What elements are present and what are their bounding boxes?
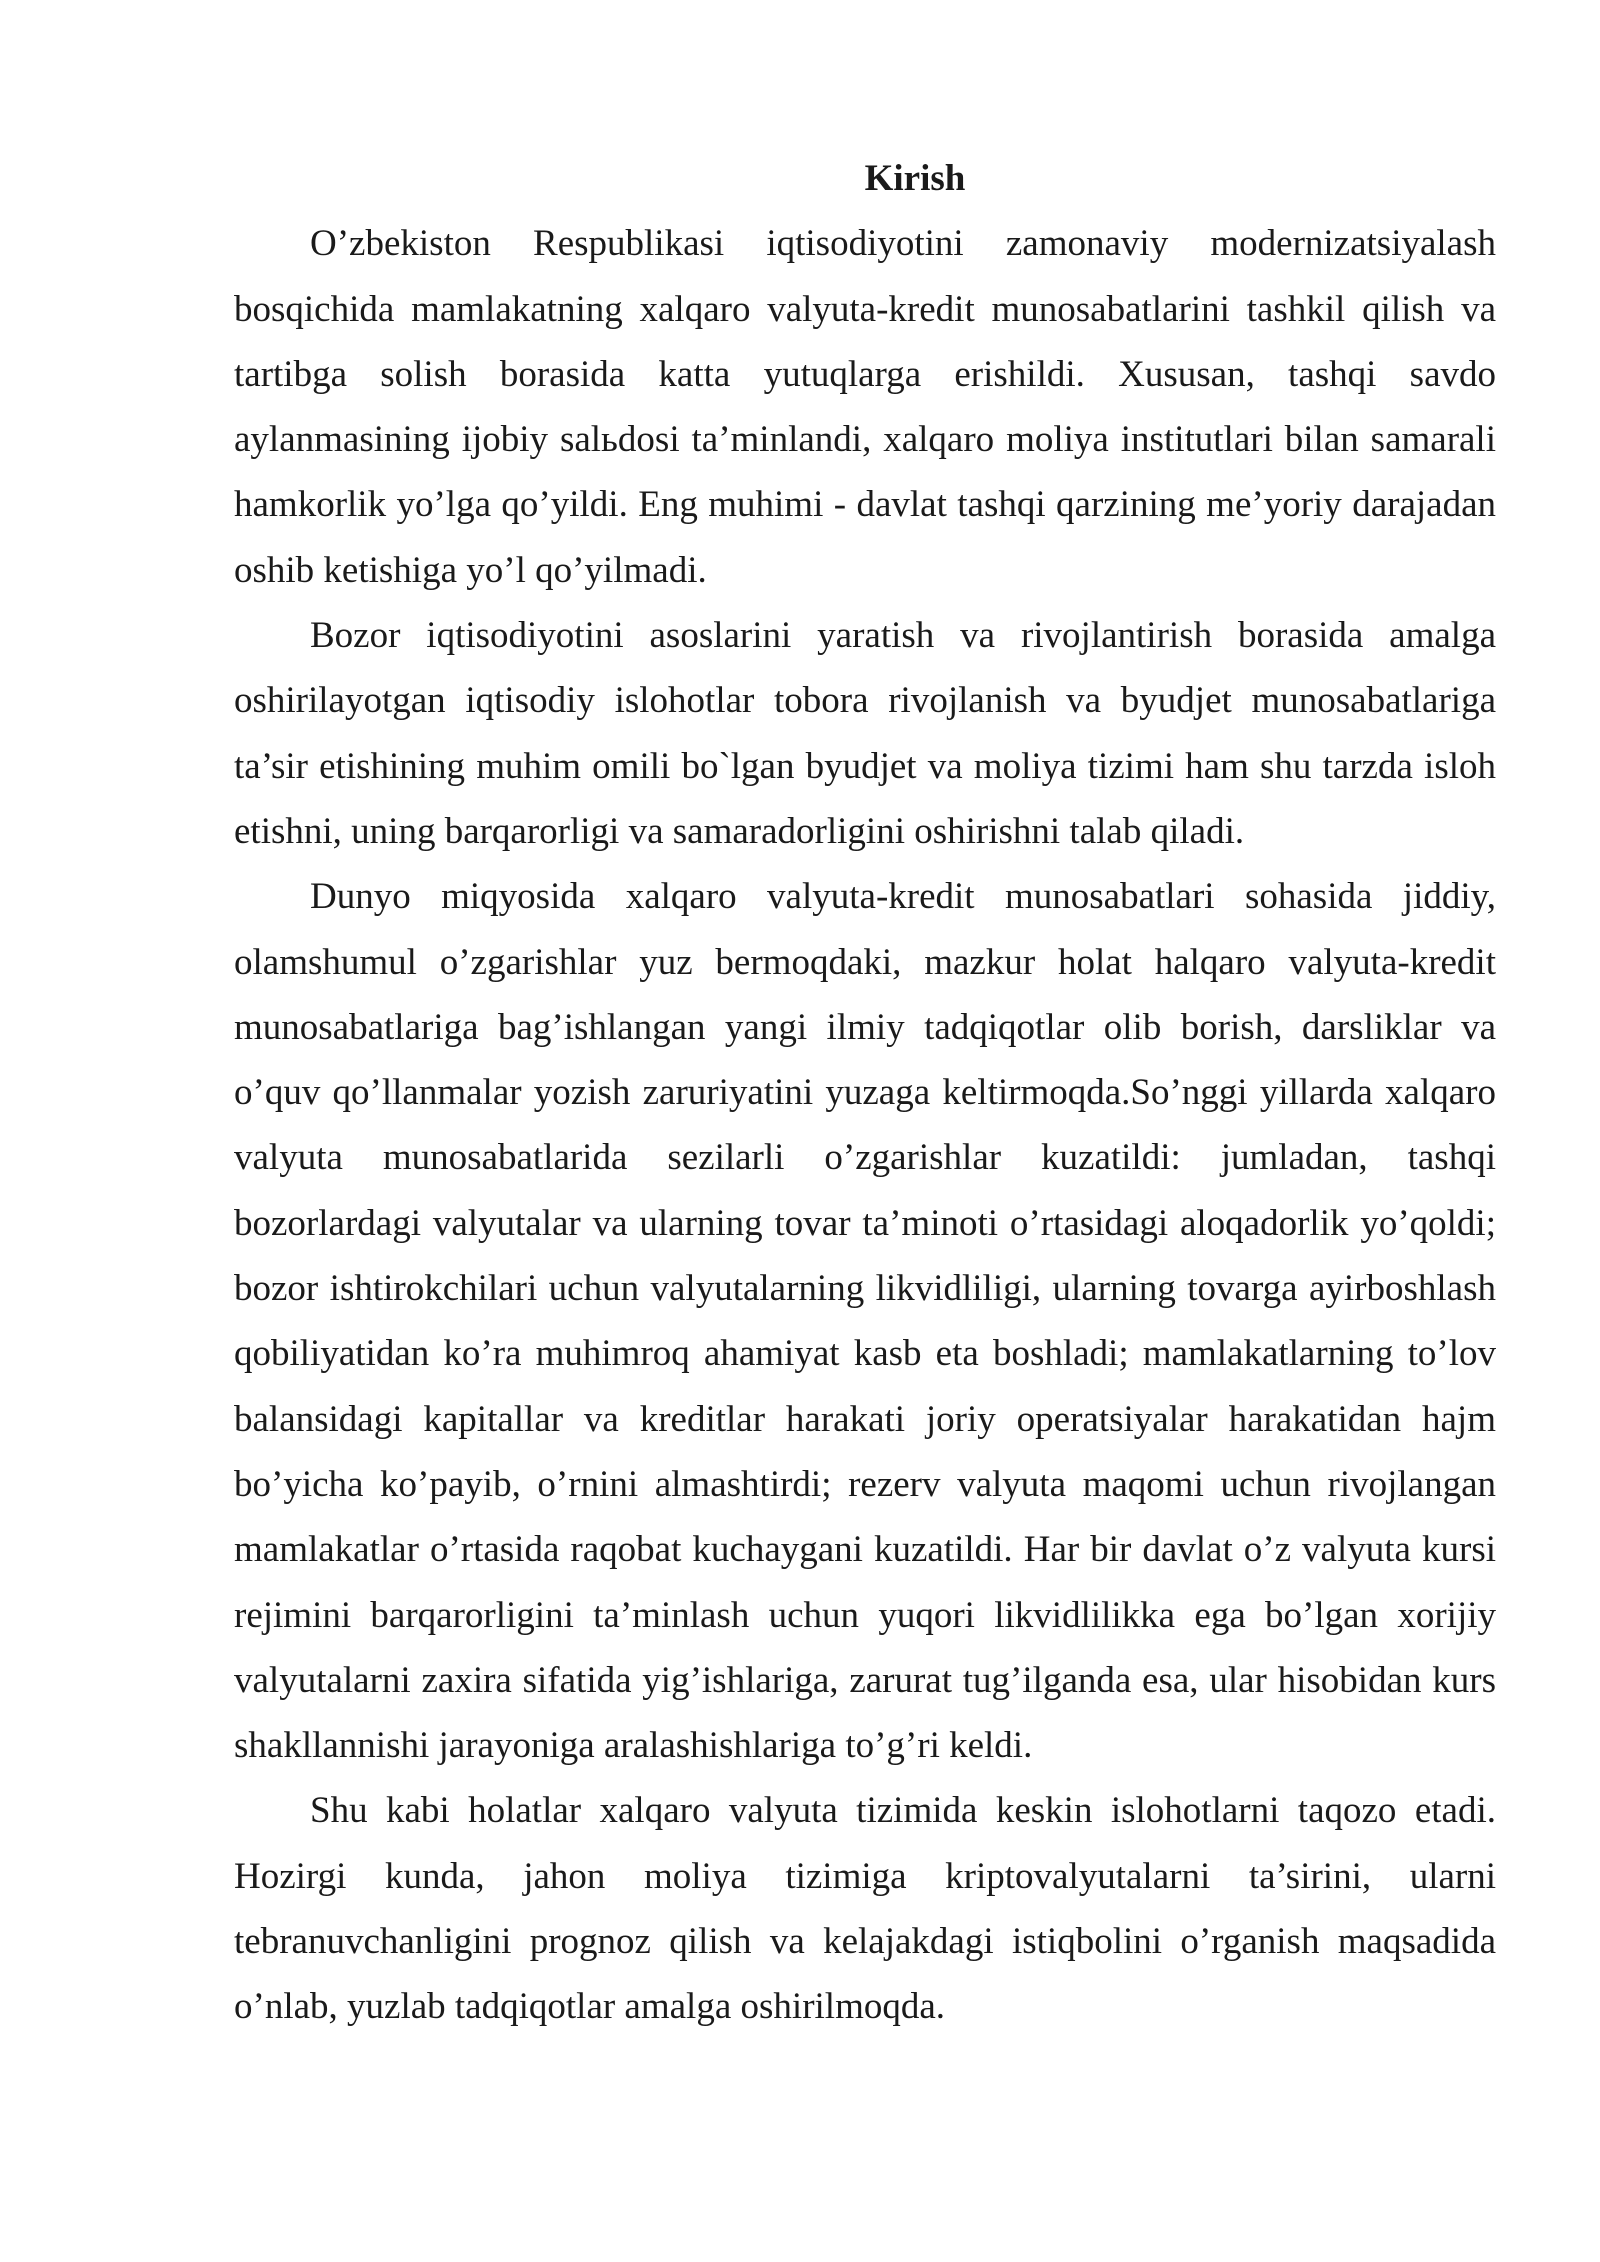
paragraph: O’zbekiston Respublikasi iqtisodiyotini zamonaviy modernizatsiyalash bosqichida mamlakatning xalqaro valyuta-kredit munosabatlarini tashkil qilish va tartibga solish borasida katta yutuqlarga erishildi. Xususan, tashqi savdo aylanmasining ijobiy salьdosi ta’minlandi, xalqaro moliya institutlari bilan samarali hamkorlik yo’lga qo’yildi. Eng muhimi - davlat tashqi qarzining me’yoriy darajadan oshib ketishiga yo’l qo’yilmadi. bbox=[234, 223, 1496, 591]
paragraph: Dunyo miqyosida xalqaro valyuta-kredit munosabatlari sohasida jiddiy, olamshumul o’zgarishlar yuz bermoqdaki, mazkur holat halqaro valyuta-kredit munosabatlariga bag’ishlangan yangi ilmiy tadqiqotlar olib borish, darsliklar va o’quv qo’llanmalar yozish zaruriyatini yuzaga keltirmoqda.So’nggi yillarda xalqaro valyuta munosabatlarida sezilarli o’zgarishlar kuzatildi: jumladan, tashqi bozorlardagi valyutalar va ularning tovar ta’minoti o’rtasidagi aloqadorlik yo’qoldi; bozor ishtirokchilari uchun valyutalarning likvidliligi, ularning tovarga ayirboshlash qobiliyatidan ko’ra muhimroq ahamiyat kasb eta boshladi; mamlakatlarning to’lov balansidagi kapitallar va kreditlar harakati joriy operatsiyalar harakatidan hajm bo’yicha ko’payib, o’rnini almashtirdi; rezerv valyuta maqomi uchun rivojlangan mamlakatlar o’rtasida raqobat kuchaygani kuzatildi. Har bir davlat o’z valyuta kursi rejimini barqarorligini ta’minlash uchun yuqori likvidlilikka ega bo’lgan xorijiy valyutalarni zaxira sifatida yig’ishlariga, zarurat tug’ilganda esa, ular hisobidan kurs shakllannishi jarayoniga aralashishlariga to’g’ri keldi. bbox=[234, 876, 1496, 1767]
document-page bbox=[234, 146, 1496, 2040]
paragraph: Shu kabi holatlar xalqaro valyuta tizimida keskin islohotlarni taqozo etadi. Hozirgi kunda, jahon moliya tizimiga kriptovalyutalarni ta’sirini, ularni tebranuvchanligini prognoz qilish va kelajakdagi istiqbolini o’rganish maqsadida o’nlab, yuzlab tadqiqotlar amalga oshirilmoqda. bbox=[234, 1790, 1496, 2028]
page-title: Kirish bbox=[864, 158, 966, 199]
paragraph: Bozor iqtisodiyotini asoslarini yaratish va rivojlantirish borasida amalga oshirilayotgan iqtisodiy islohotlar tobora rivojlanish va byudjet munosabatlariga ta’sir etishining muhim omili bo`lgan byudjet va moliya tizimi ham shu tarzda isloh etishni, uning barqarorligi va samaradorligini oshirishni talab qiladi. bbox=[234, 615, 1496, 852]
